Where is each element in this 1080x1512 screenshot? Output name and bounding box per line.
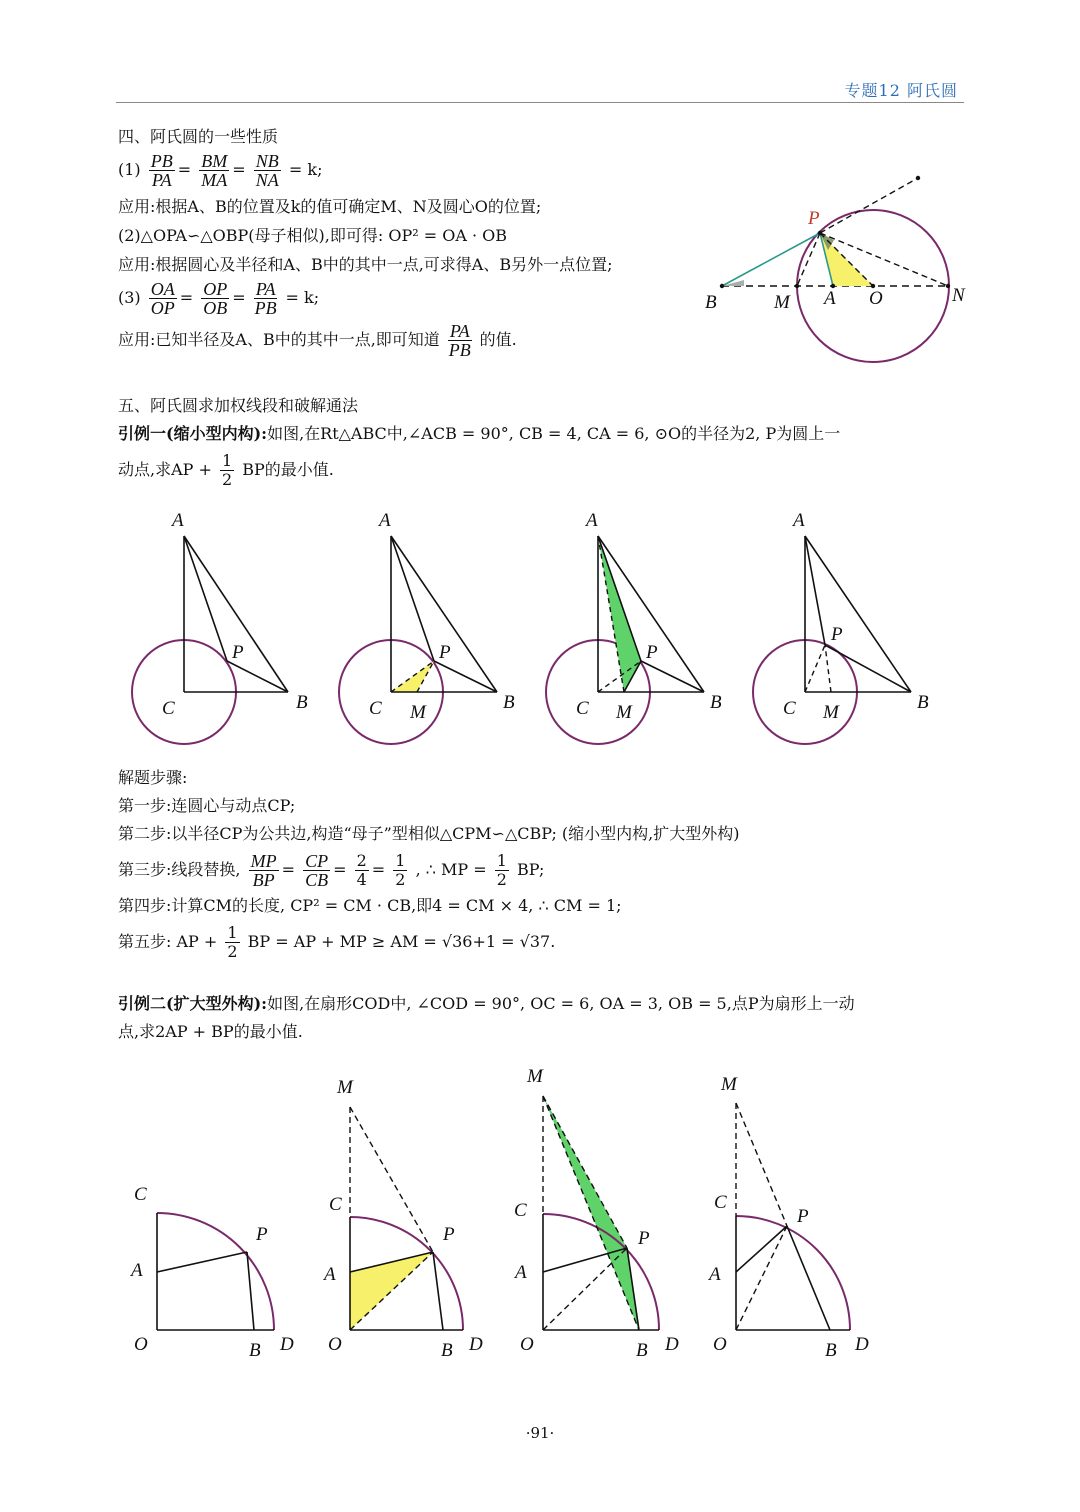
svg-text:O: O [869,288,883,309]
svg-text:M: M [774,292,790,313]
svg-text:C: C [329,1194,342,1215]
example1-figure-3 [546,510,722,744]
svg-text:M: M [410,702,426,723]
svg-text:C: C [576,698,589,719]
page-header [116,76,964,103]
example1-figure-4 [753,510,929,744]
svg-text:C: C [162,698,175,719]
svg-text:A: A [586,510,598,531]
svg-text:P: P [439,642,451,663]
svg-text:D: D [280,1334,294,1355]
example2-figure-3 [513,1066,679,1361]
example1-text: 引例一(缩小型内构):如图,在Rt△ABC中,∠ACB = 90°, CB = 4, CA = 6, ⊙O的半径为2, P为圆上一 [118,424,841,443]
svg-text:B: B [917,692,929,713]
svg-text:B: B [503,692,515,713]
svg-text:C: C [783,698,796,719]
svg-text:M: M [337,1077,353,1098]
svg-text:B: B [710,692,722,713]
svg-text:N: N [952,285,965,306]
svg-text:P: P [443,1224,455,1245]
step-5: 第五步: AP + $\frac{1}{2}$ BP = AP + MP ≥ AM = √36+1 = √37. [118,923,556,961]
example2-figure-2 [322,1077,483,1361]
svg-text:P: P [808,208,820,229]
tangent-line [820,178,918,233]
chapter-title: 专题12 阿氏圆 [844,81,958,100]
section5-title: 五、阿氏圆求加权线段和破解通法 [118,396,359,415]
example1-text-2: 动点,求AP + $\frac{1}{2}$ BP的最小值. [118,451,334,489]
svg-text:P: P [638,1228,650,1249]
svg-text:C: C [514,1200,527,1221]
svg-text:M: M [616,702,632,723]
example2-text: 引例二(扩大型外构):如图,在扇形COD中, ∠COD = 90°, OC = 6, OA = 3, OB = 5,点P为扇形上一动 [118,994,855,1013]
svg-text:B: B [249,1340,261,1361]
svg-text:O: O [520,1334,534,1355]
svg-text:A: A [379,510,391,531]
svg-text:C: C [369,698,382,719]
segment-bp [722,233,820,286]
svg-text:P: P [797,1206,809,1227]
page-number: ·91· [525,1424,555,1442]
svg-text:M: M [721,1074,737,1095]
example2-figures [120,1060,960,1370]
svg-text:B: B [296,692,308,713]
svg-text:P: P [831,624,843,645]
svg-text:O: O [713,1334,727,1355]
svg-text:C: C [714,1192,727,1213]
svg-text:A: A [324,1264,336,1285]
svg-text:D: D [665,1334,679,1355]
property-1: (1) $\frac{PB}{PA}$ = $\frac{BM}{MA}$ = $\frac{NB}{NA}$ = k; [118,151,323,190]
property-2-application: 应用:根据圆心及半径和A、B中的其中一点,可求得A、B另外一点位置; [118,255,613,274]
svg-text:P: P [232,642,244,663]
svg-text:M: M [527,1066,543,1087]
svg-text:P: P [256,1224,268,1245]
property-2: (2)△OPA∽△OBP(母子相似),即可得: OP² = OA · OB [118,226,508,245]
svg-text:O: O [134,1334,148,1355]
svg-text:D: D [469,1334,483,1355]
svg-text:P: P [646,642,658,663]
step-4: 第四步:计算CM的长度, CP² = CM · CB,即4 = CM × 4, ∴ CM = 1; [118,896,622,915]
step-1: 第一步:连圆心与动点CP; [118,796,296,815]
example2-figure-4 [707,1074,869,1361]
svg-text:A: A [709,1264,721,1285]
steps-title: 解题步骤: [118,768,188,787]
step-3: 第三步:线段替换, $\frac{MP}{BP}$ = $\frac{CP}{CB}$ = $\frac{2}{4}$ = $\frac{1}{2}$ , ∴ MP = $\frac{1}{2}$ BP; [118,851,545,890]
property-3-application: 应用:已知半径及A、B中的其中一点,即可知道 $\frac{PA}{PB}$ 的值. [118,321,517,360]
segment-pm [797,233,820,286]
apollonius-circle-figure [690,165,990,375]
svg-text:B: B [441,1340,453,1361]
svg-text:A: A [172,510,184,531]
svg-text:C: C [134,1184,147,1205]
example1-figure-1 [132,510,308,744]
example2-text-2: 点,求2AP + BP的最小值. [118,1022,303,1041]
svg-text:A: A [515,1262,527,1283]
example1-figure-2 [339,510,515,744]
svg-text:O: O [328,1334,342,1355]
example2-figure-1 [129,1184,294,1361]
example1-figures [120,500,960,760]
property-1-application: 应用:根据A、B的位置及k的值可确定M、N及圆心O的位置; [118,197,542,216]
svg-text:A: A [793,510,805,531]
svg-text:M: M [823,702,839,723]
step-2: 第二步:以半径CP为公共边,构造“母子”型相似△CPM∽△CBP; (缩小型内构,扩大型外构) [118,824,740,843]
svg-text:B: B [705,292,717,313]
svg-text:A: A [824,288,836,309]
svg-text:D: D [855,1334,869,1355]
property-3: (3) $\frac{OA}{OP}$ = $\frac{OP}{OB}$ = $\frac{PA}{PB}$ = k; [118,279,320,318]
svg-text:A: A [131,1260,143,1281]
svg-text:B: B [825,1340,837,1361]
section4-title: 四、阿氏圆的一些性质 [118,127,279,146]
svg-text:B: B [636,1340,648,1361]
